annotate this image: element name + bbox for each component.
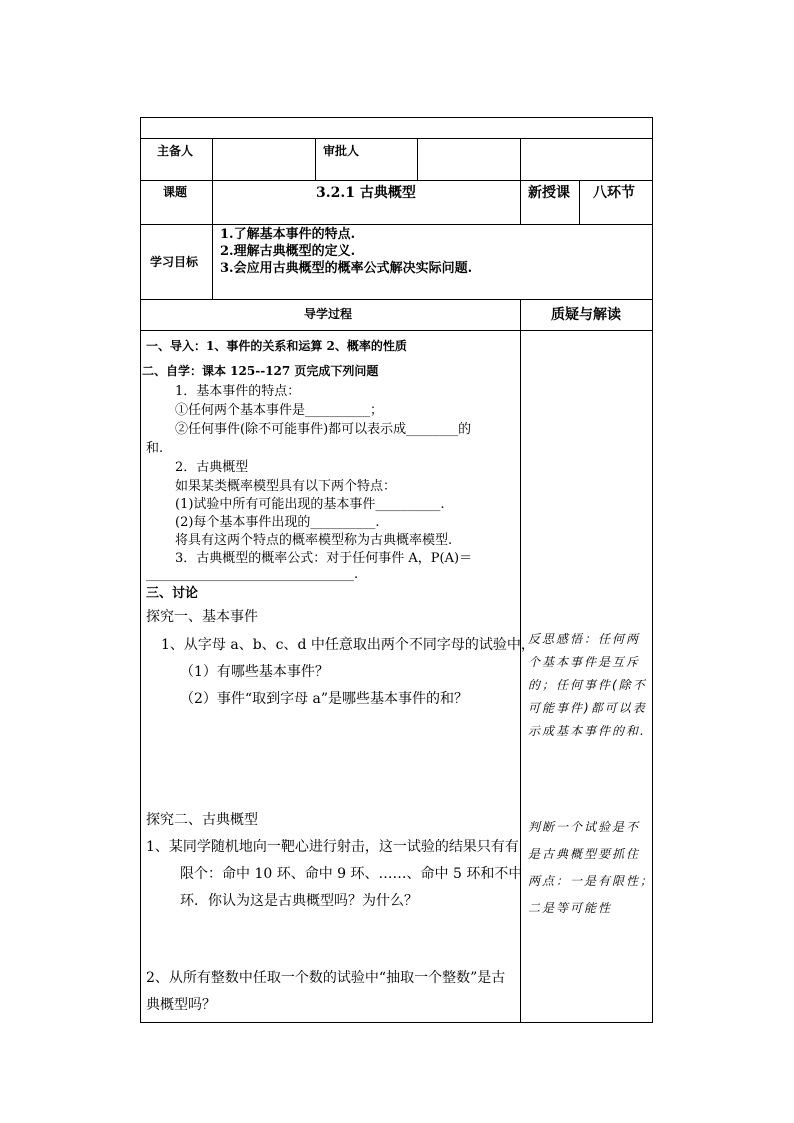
explore-two-question: 2、从所有整数中任取一个数的试验中“抽取一个整数”是古	[146, 970, 506, 986]
note-line: 示成基本事件的和.	[528, 724, 646, 738]
row-divider	[140, 138, 653, 139]
classical-model-line: 如果某类概率模型具有以下两个特点：	[175, 479, 397, 494]
explore-two-question: 1、某同学随机地向一靶心进行射击，这一试验的结果只有有	[146, 839, 519, 855]
note-line: 可能事件)都可以表	[528, 701, 647, 715]
row-divider	[140, 224, 653, 225]
formula-line: 3．古典概型的概率公式：对于任何事件 A，P(A)＝	[175, 551, 473, 566]
note-line: 判断一个试验是不	[528, 820, 641, 834]
explore-one-heading: 探究一、基本事件	[146, 609, 258, 625]
goal-item: 2.理解古典概型的定义.	[220, 244, 356, 259]
selfstudy-line: 二、自学：课本 125--127 页完成下列问题	[142, 364, 379, 378]
note-line: 是古典概型要抓住	[528, 847, 641, 861]
col-divider	[520, 138, 521, 224]
explore-two-question: 限个：命中 10 环、命中 9 环、……、命中 5 环和不中	[180, 866, 523, 882]
classical-model-line: (2)每个基本事件出现的__________.	[175, 515, 380, 530]
classical-model-line: 将具有这两个特点的概率模型称为古典概率模型.	[175, 533, 453, 548]
note-line: 两点：一是有限性；	[528, 874, 655, 888]
classical-model-heading: 2．古典概型	[175, 460, 249, 475]
explore-one-subquestion: （1）有哪些基本事件？	[180, 664, 329, 680]
col-divider	[579, 180, 580, 224]
explore-two-question: 典概型吗？	[146, 997, 216, 1013]
topic-title: 3.2.1 古典概型	[316, 185, 416, 201]
intro-line: 一、导入：1、事件的关系和运算 2、概率的性质	[146, 339, 407, 353]
phases: 八环节	[593, 185, 635, 201]
basic-event-item: ①任何两个基本事件是__________；	[175, 403, 384, 418]
basic-event-item: ②任何事件(除不可能事件)都可以表示成________的	[175, 422, 472, 437]
notes-column-header: 质疑与解读	[551, 307, 621, 323]
col-divider	[520, 299, 521, 1023]
col-divider	[212, 138, 213, 299]
row-divider	[140, 180, 653, 181]
row-divider	[140, 330, 653, 331]
lesson-type: 新授课	[528, 185, 570, 201]
note-line: 二是等可能性	[528, 901, 613, 915]
note-line: 的；任何事件(除不	[528, 678, 647, 692]
topic-label: 课题	[163, 185, 188, 199]
explore-two-question: 环．你认为这是古典概型吗？为什么？	[180, 893, 418, 909]
note-line: 反思感悟：任何两	[528, 632, 641, 646]
explore-one-question: 1、从字母 a、b、c、d 中任意取出两个不同字母的试验中，	[161, 637, 535, 653]
goal-item: 1.了解基本事件的特点.	[220, 227, 356, 242]
basic-event-item: 和.	[146, 441, 164, 456]
note-line: 个基本事件是互斥	[528, 655, 641, 669]
formula-blank: ________________________________.	[146, 567, 359, 582]
col-divider	[417, 138, 418, 180]
explore-two-heading: 探究二、古典概型	[146, 812, 258, 828]
goal-item: 3.会应用古典概型的概率公式解决实际问题.	[220, 261, 473, 276]
goals-label: 学习目标	[150, 255, 199, 269]
explore-one-subquestion: （2）事件“取到字母 a”是哪些基本事件的和？	[180, 691, 469, 707]
preparer-label: 主备人	[157, 144, 194, 158]
approver-label: 审批人	[323, 144, 360, 158]
col-divider	[315, 138, 316, 180]
basic-event-heading: 1．基本事件的特点：	[175, 384, 301, 399]
row-divider	[140, 299, 653, 300]
classical-model-line: (1)试验中所有可能出现的基本事件__________.	[175, 497, 445, 512]
discuss-heading: 三、讨论	[146, 586, 199, 601]
process-column-header: 导学过程	[304, 307, 353, 321]
